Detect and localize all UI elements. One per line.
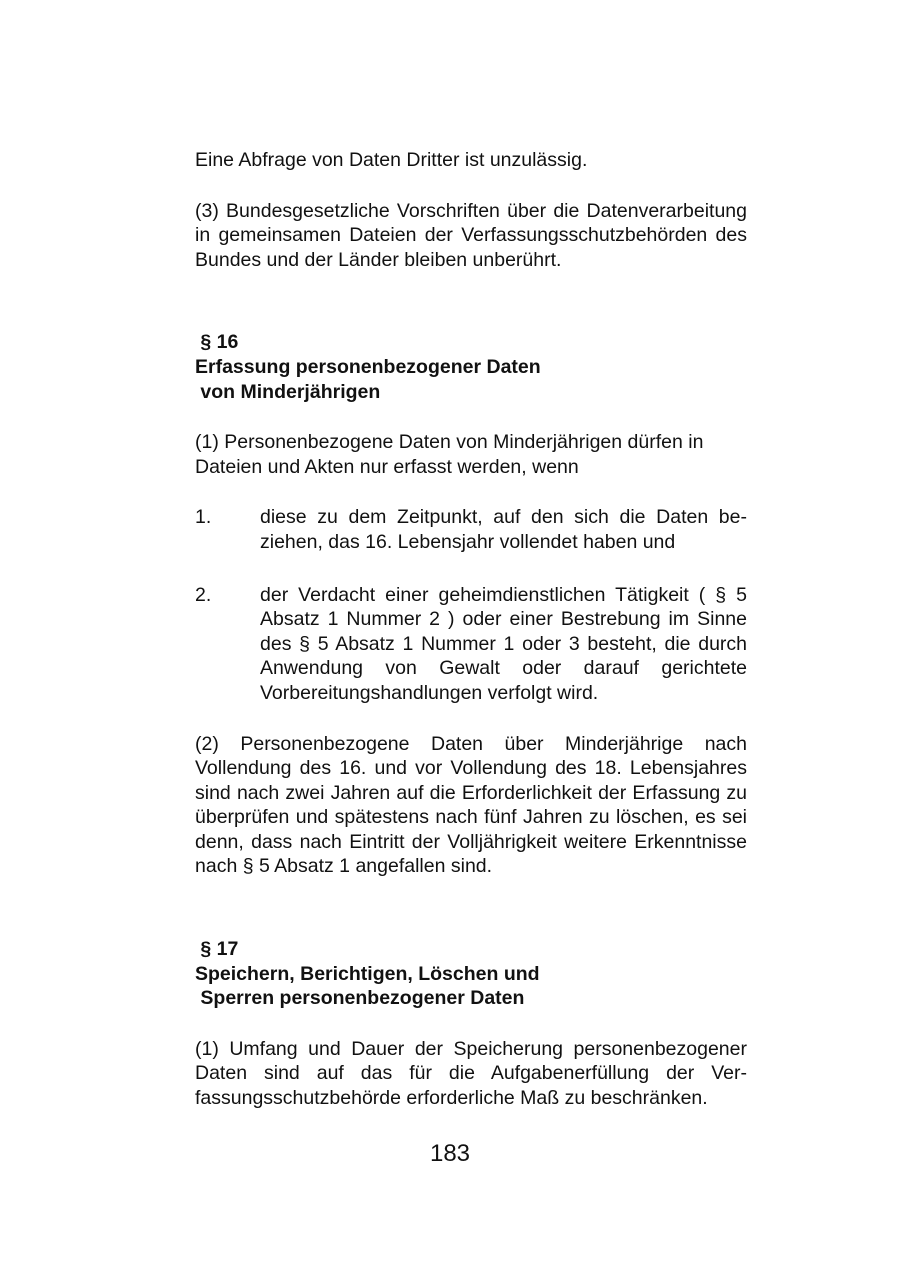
list-item-text: diese zu dem Zeitpunkt, auf den sich die Daten beziehen, das 16. Lebensjahr vollendet haben und <box>260 506 747 553</box>
section-17-number <box>195 937 747 962</box>
paragraph-16-1: (1) Personenbezogene Daten von Minderjährigen dürfen in Dateien und Akten nur erfasst werden, wenn <box>195 431 704 478</box>
section-17-title-line1: Speichern, Berichtigen, Löschen und <box>195 962 540 985</box>
intro-line: Eine Abfrage von Daten Dritter ist unzulässig. <box>195 149 588 171</box>
section-16-number-text: § 16 <box>200 331 239 354</box>
paragraph-17-1: (1) Umfang und Dauer der Speicherung personenbezogener Daten sind auf das für die Aufgabenerfüllung der Verfassungsschutzbehörde erforderliche Maß zu beschränken. <box>195 1037 747 1110</box>
list-item <box>195 583 747 706</box>
section-16-title-line2-text: von Minderjährigen <box>200 380 381 403</box>
section-17-title-line2-text: Sperren personenbezogener Daten <box>200 987 525 1010</box>
section-16-title-line2 <box>195 380 747 405</box>
section-16-number <box>195 330 747 355</box>
section-17-title-line2 <box>195 986 747 1011</box>
list-item-number: 1. <box>195 506 212 529</box>
document-page <box>195 148 747 1111</box>
list-item-number: 2. <box>195 583 212 606</box>
section-17-number-text: § 17 <box>200 938 239 961</box>
page-number: 183 <box>429 1140 471 1167</box>
paragraph-15-3: (3) Bundesgesetzliche Vorschriften über die Datenverarbeitung in gemeinsamen Dateien der Verfassungsschutzbehörden des Bundes und der Länder bleiben unberührt. <box>195 199 747 271</box>
list-item-text: der Verdacht einer geheimdienstlichen Tätigkeit ( § 5 Absatz 1 Nummer 2 ) oder einer Bestrebung im Sinne des § 5 Absatz 1 Nummer 1 oder 3 besteht, die durch Anwendung von Gewalt oder darauf gerichtete Vorbereitungshandlungen verfolgt wird. <box>260 583 747 704</box>
section-16-title-line1: Erfassung personenbezogener Daten <box>195 355 541 378</box>
paragraph-16-2: (2) Personenbezogene Daten über Minderjährige nach Vollendung des 16. und vor Vollendung des 18. Lebensjahres sind nach zwei Jahren auf die Erforderlichkeit der Erfassung zu überprüfen und spätestens nach fünf Jahren zu löschen, es sei denn, dass nach Eintritt der Volljährigkeit weitere Erkenntnisse nach § 5 Absatz 1 angefallen sind. <box>195 732 747 878</box>
list-item <box>195 505 747 554</box>
